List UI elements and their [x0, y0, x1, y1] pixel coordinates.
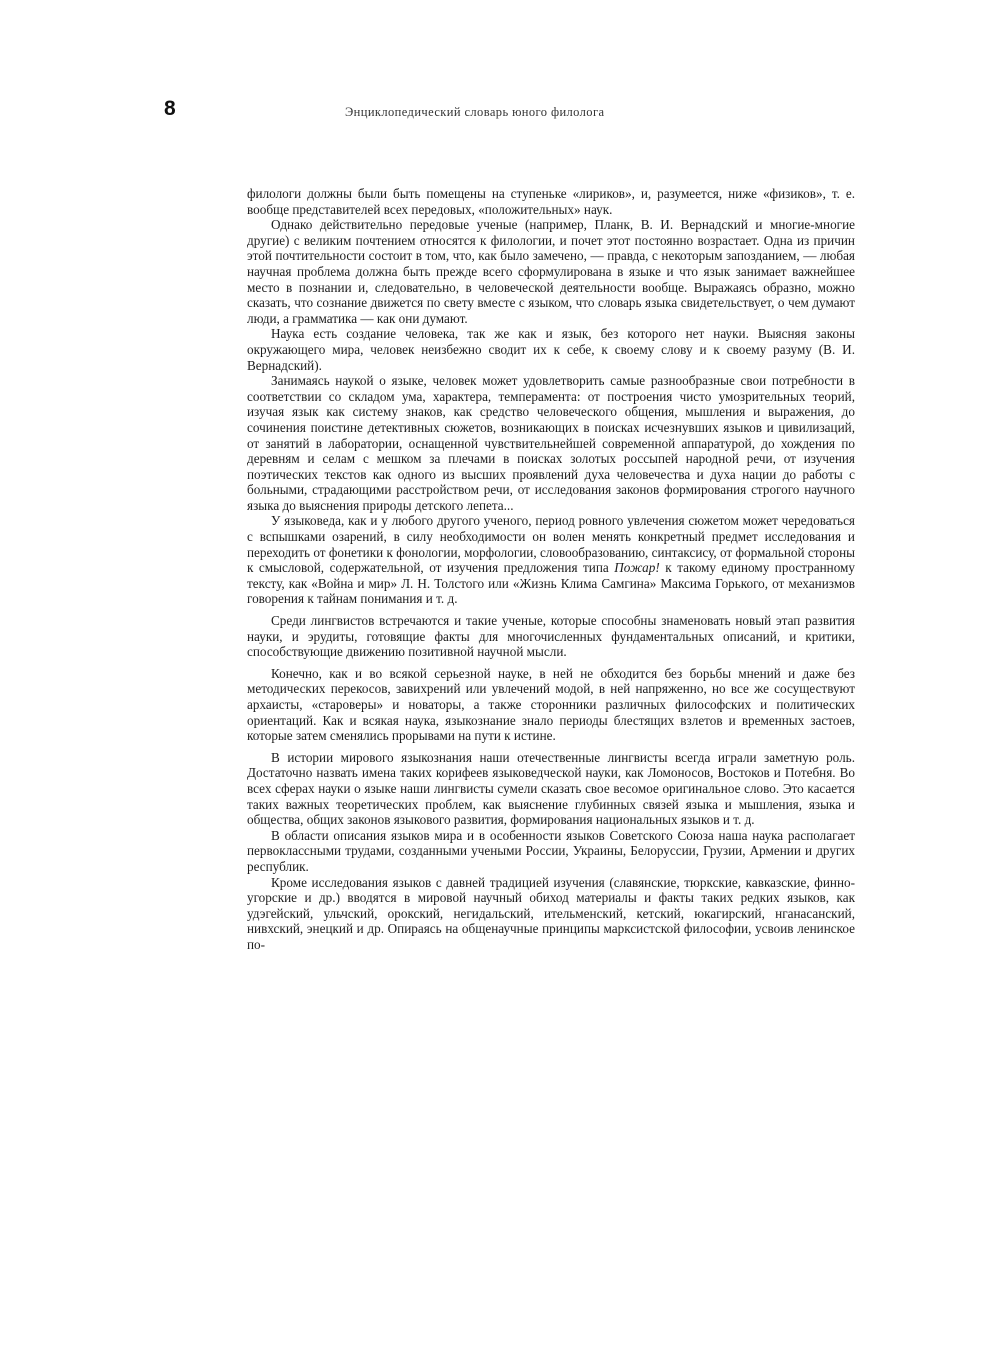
page-body	[247, 186, 855, 953]
paragraph-8: В истории мирового языкознания наши отечественные лингвисты всегда играли заметную роль. Достаточно назвать имена таких корифеев языковедческой науки, как Ломоносов, Востоков и Потебня. Во всех сферах науки о языке наши лингвисты сумели сказать свое весомое оригинальное слово. Это касается таких важных теоретических проблем, как выяснение глубинных связей языка и мышления, языка и общества, общих законов языкового развития, формирования национальных языков и т. д.	[247, 749, 855, 828]
paragraph-4: Занимаясь наукой о языке, человек может удовлетворить самые разнообразные свои потребности в соответствии со складом ума, характера, темперамента: от построения чисто умозрительных теорий, изучая язык как систему знаков, как средство человеческого общения, мышления и выражения, до сочинения поистине детективных сюжетов, возникающих в поисках исчезнувших языков и цивилизаций, от занятий в лаборатории, оснащенной чувствительнейшей современной аппаратурой, до хождения по деревням и селам с мешком за плечами в поисках золотых россыпей народной речи, от изучения поэтических текстов как одного из высших проявлений духа человечества и духа нации до работы с больными, страдающими расстройством речи, от исследования законов формирования строгого научного языка до выяснения природы детского лепета...	[247, 373, 855, 513]
paragraph-2: Однако действительно передовые ученые (например, Планк, В. И. Вернадский и многие-многие другие) с великим почтением относятся к филологии, и почет этот постоянно возрастает. Одна из причин этой почтительности состоит в том, что, как было замечено, — правда, с некоторым запозданием, — любая научная проблема должна быть прежде всего сформулирована в языке и что язык занимает важнейшее место в познании и, следовательно, в человеческой деятельности вообще. Выражаясь образно, можно сказать, что сознание движется по свету вместе с языком, что словарь языка свидетельствует, о чем думают люди, а грамматика — как они думают.	[247, 217, 855, 326]
paragraph-5-part-1: У языковеда, как и у любого другого ученого, период ровного увлечения сюжетом может чередоваться с вспышками озарений, в силу необходимости он волен менять конкретный предмет исследования и переходить от фонетики к фонологии, морфологии, словообразованию, синтаксису, от формальной стороны к смысловой, содержательной, от изучения предложения типа	[247, 513, 855, 576]
page-number: 8	[164, 97, 176, 120]
paragraph-3: Наука есть создание человека, так же как и язык, без которого нет науки. Выясняя законы окружающего мира, человек неизбежно сводит их к себе, к своему слову и к своему разуму (В. И. Вернадский).	[247, 326, 855, 373]
paragraph-7: Конечно, как и во всякой серьезной науке, в ней не обходится без борьбы мнений и даже без методических перекосов, завихрений или увлечений модой, в ней напряженно, но все же сосуществуют архаисты, «староверы» и новаторы, а также сторонники различных философских и политических ориентаций. Как и всякая наука, языкознание знало периоды блестящих взлетов и временных застоев, которые затем сменялись прорывами на пути к истине.	[247, 665, 855, 744]
paragraph-6: Среди лингвистов встречаются и такие ученые, которые способны знаменовать новый этап развития науки, и эрудиты, готовящие факты для многочисленных фундаментальных описаний, и критики, способствующие движению позитивной научной мысли.	[247, 613, 855, 660]
running-title: Энциклопедический словарь юного филолога	[345, 105, 605, 119]
paragraph-1: филологи должны были быть помещены на ступеньке «лириков», и, разумеется, ниже «физиков», т. е. вообще представителей всех передовых, «положительных» наук.	[247, 186, 855, 217]
paragraph-5-emphasis: Пожар!	[614, 560, 660, 576]
paragraph-5	[247, 513, 855, 607]
paragraph-5-part-2: к такому единому пространному тексту, как «Война и мир» Л. Н. Толстого или «Жизнь Клима Самгина» Максима Горького, от механизмов говорения к тайнам понимания и т. д.	[247, 560, 855, 607]
paragraph-9: В области описания языков мира и в особенности языков Советского Союза наша наука располагает первоклассными трудами, созданными учеными России, Украины, Белоруссии, Грузии, Армении и других республик.	[247, 827, 855, 874]
paragraph-10: Кроме исследования языков с давней традицией изучения (славянские, тюркские, кавказские, финно-угорские и др.) вводятся в мировой научный обиход материалы и факты таких редких языков, как удэгейский, ульчский, орокский, негидальский, ительменский, кетский, юкагирский, нганасанский, нивхский, энецкий и др. Опираясь на общенаучные принципы марксистской философии, усвоив ленинское по-	[247, 874, 855, 952]
